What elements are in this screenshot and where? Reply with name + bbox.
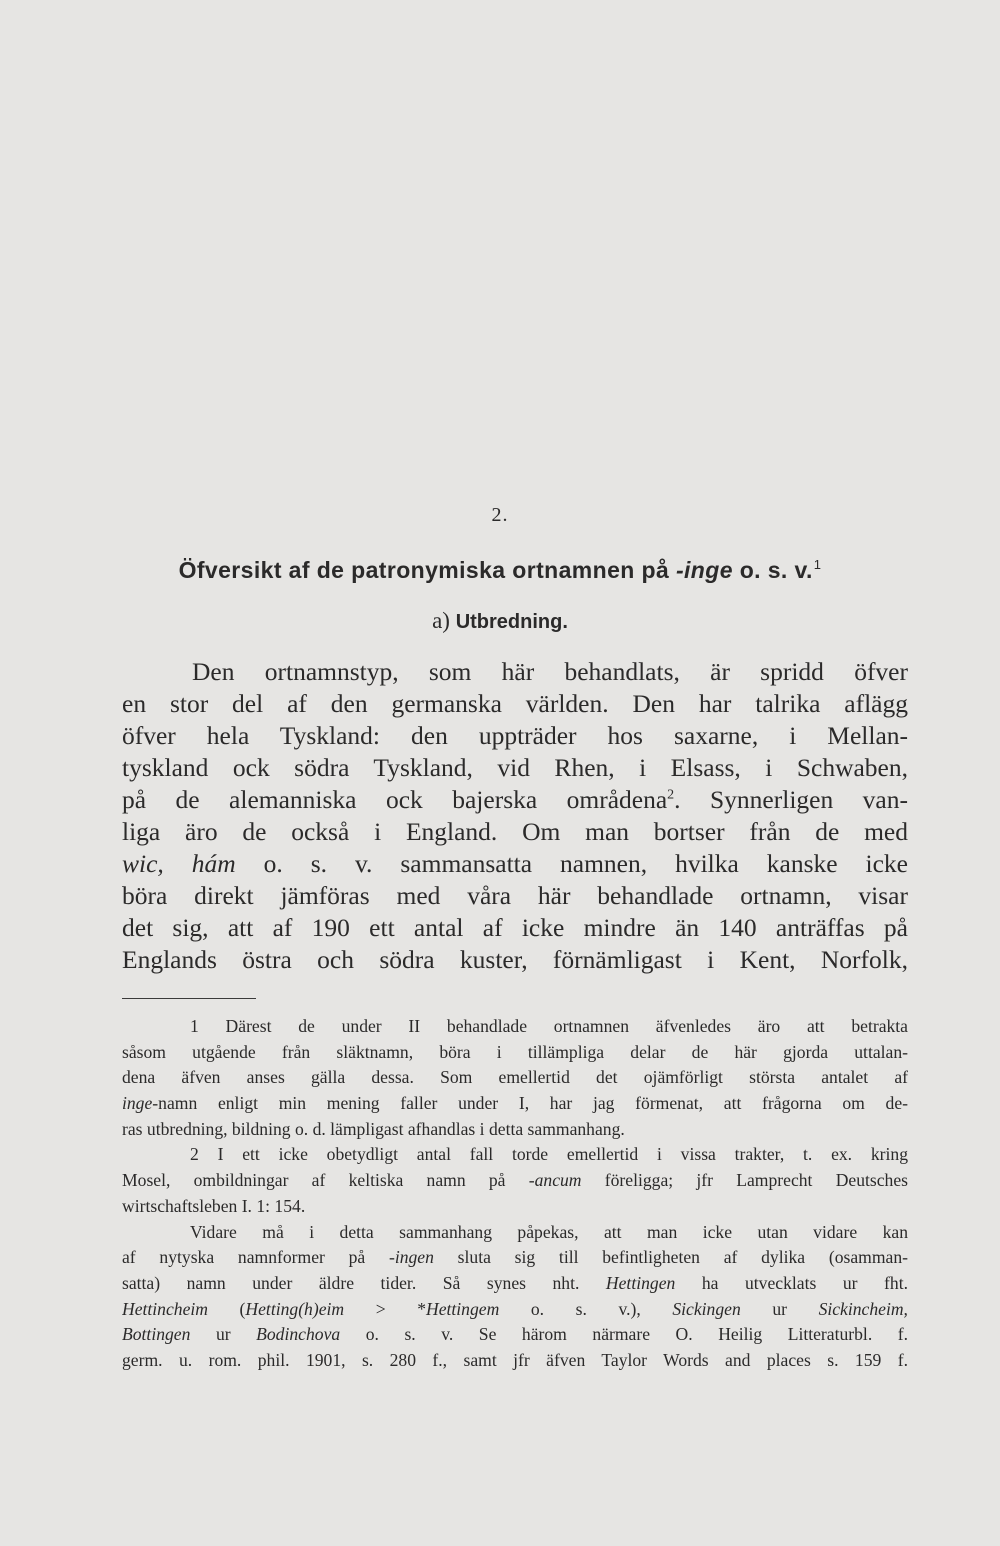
italic-term: Sickingen xyxy=(672,1298,741,1319)
italic-term: Bodinchova xyxy=(256,1324,341,1345)
body-line: böra direkt jämföras med våra här behandlade ortnamn, visar xyxy=(122,881,908,910)
footnote-text: ur xyxy=(190,1324,257,1345)
footnote-3-line: germ. u. rom. phil. 1901, s. 280 f., samt jfr äfven Taylor Words and places s. 159 f. xyxy=(122,1349,908,1370)
footnote-text: ( xyxy=(207,1298,246,1319)
footnote-1-line: 1 Därest de under II behandlade ortnamnen äfvenledes äro att betrakta xyxy=(190,1016,908,1036)
body-line-text: . Synnerligen van- xyxy=(674,785,908,814)
footnote-text: namn enligt min mening faller under I, har jag förmenat, att frågorna om de- xyxy=(158,1093,908,1114)
footnote-3-line xyxy=(122,1297,908,1323)
italic-term: Hettingem xyxy=(426,1298,500,1319)
body-line: det sig, att af 190 ett antal af icke mindre än 140 anträffas på xyxy=(122,913,908,942)
italic-term: -ingen xyxy=(388,1247,434,1268)
footnote-3-line xyxy=(122,1271,908,1297)
italic-term: Hettincheim xyxy=(122,1298,208,1319)
chapter-heading xyxy=(0,557,1000,584)
footnote-text: af nytyska namnformer på xyxy=(122,1247,389,1268)
body-line: en stor del af den germanska världen. Den har talrika aflägg xyxy=(122,689,908,718)
italic-term: Hetting(h)eim xyxy=(245,1298,345,1319)
footnote-2-line: 2 I ett icke obetydligt antal fall torde emellertid i vissa trakter, t. ex. kring xyxy=(190,1144,908,1165)
footnote-3-line: Vidare må i detta sammanhang påpekas, att man icke utan vidare kan xyxy=(190,1221,908,1242)
footnotes xyxy=(122,1014,908,1374)
footnote-text: ur xyxy=(740,1298,819,1319)
footnote-3-line xyxy=(122,1245,908,1271)
body-line xyxy=(122,784,908,816)
footnote-3-line xyxy=(122,1322,908,1348)
footnote-2-line xyxy=(122,1168,908,1194)
italic-term: Bottingen xyxy=(122,1324,191,1345)
footnote-text: o. s. v.), xyxy=(499,1298,673,1319)
body-line: liga äro de också i England. Om man bortser från de med xyxy=(122,817,908,846)
body-line-text: på de alemanniska ock bajerska områdena xyxy=(122,785,668,814)
heading-text: Öfversikt af de patronymiska ortnamnen på xyxy=(178,557,676,583)
italic-term: wic, xyxy=(122,849,164,878)
footnote-text: sluta sig till befintligheten af dylika (osamman- xyxy=(433,1247,908,1268)
heading-suffix: -inge xyxy=(675,557,733,583)
italic-term: -ancum xyxy=(528,1170,582,1191)
body-line: Den ortnamnstyp, som här behandlats, är spridd öfver xyxy=(192,657,908,686)
footnote-1-line: dena äfven anses gälla dessa. Som emellertid det ojämförligt största antalet af xyxy=(122,1067,908,1088)
italic-term: inge- xyxy=(122,1093,159,1114)
footnote-1-line: ras utbredning, bildning o. d. lämpligast afhandlas i detta sammanhang. xyxy=(122,1118,625,1139)
body-line: Englands östra och södra kuster, förnämligast i Kent, Norfolk, xyxy=(122,945,908,974)
footnote-ref-1: 1 xyxy=(813,557,822,573)
subheading-title: Utbredning. xyxy=(455,611,568,633)
footnote-text: Mosel, ombildningar af keltiska namn på xyxy=(122,1170,529,1191)
footnote-2-line: wirtschaftsleben I. 1: 154. xyxy=(122,1195,306,1216)
italic-term: hám xyxy=(191,849,236,878)
italic-term: Sickincheim, xyxy=(818,1298,908,1319)
footnote-text: ha utvecklats ur fht. xyxy=(675,1272,908,1293)
body-paragraph xyxy=(122,656,908,976)
footnote-divider xyxy=(122,998,256,999)
footnote-text: satta) namn under äldre tider. Så synes nht. xyxy=(122,1272,606,1293)
italic-term: Hettingen xyxy=(605,1272,676,1293)
footnote-text: föreligga; jfr Lamprecht Deutsches xyxy=(581,1170,908,1191)
footnote-text: > * xyxy=(344,1298,426,1319)
footnote-1-line: såsom utgående från släktnamn, böra i tillämpliga delar de här gjorda uttalan- xyxy=(122,1041,908,1062)
heading-tail: o. s. v. xyxy=(732,557,813,583)
body-line xyxy=(122,848,908,880)
subheading xyxy=(0,608,1000,634)
footnote-text: o. s. v. Se härom närmare O. Heilig Litteraturbl. f. xyxy=(340,1324,908,1345)
footnote-1-line xyxy=(122,1091,908,1117)
subheading-letter: a) xyxy=(432,608,450,633)
footnote-ref-2: 2 xyxy=(667,787,675,803)
body-line: öfver hela Tyskland: den uppträder hos saxarne, i Mellan- xyxy=(122,721,908,750)
body-line-text: o. s. v. sammansatta namnen, hvilka kanske icke xyxy=(263,849,908,878)
section-number: 2. xyxy=(491,504,509,526)
body-line: tyskland ock södra Tyskland, vid Rhen, i Elsass, i Schwaben, xyxy=(122,753,908,782)
